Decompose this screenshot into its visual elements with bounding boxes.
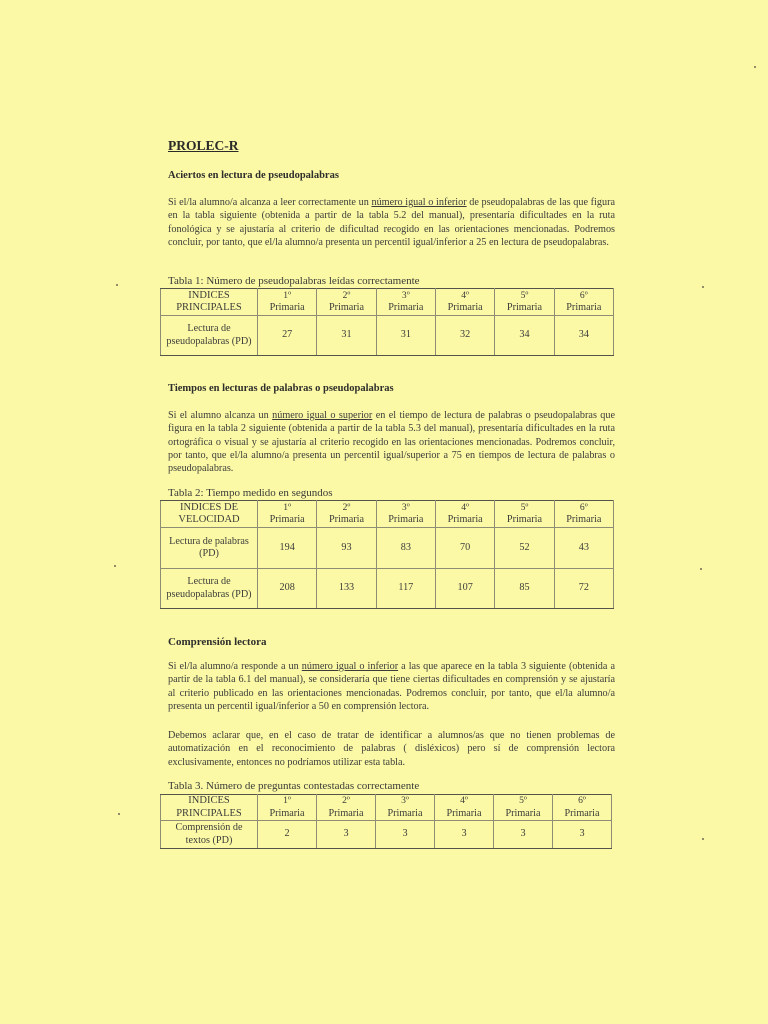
scan-speck xyxy=(116,284,118,286)
paragraph-text: de pseudopalabras de las que figura en la tabla siguiente (obtenida a partir de la tabla 5.2 del manual), presentaría dificultades en la ruta fonológica y se ajustaría al criterio de dificultad recogido en las orientaciones mencionadas. Podremos concluir, por tanto, que el/la alumno/a presenta un percentil igual/inferior a 25 en lectura de pseudopalabras. xyxy=(168,197,615,248)
table-cell: 194 xyxy=(258,528,317,569)
table-header-row xyxy=(161,501,614,528)
paragraph-underlined: número igual o inferior xyxy=(371,197,467,208)
header-grade-3: 3º Primaria xyxy=(376,501,435,528)
paragraph-pseudowords xyxy=(168,196,615,249)
paragraph-reading-times xyxy=(168,409,615,475)
header-grade-4: 4º Primaria xyxy=(435,501,494,528)
section-heading-reading-times: Tiempos en lecturas de palabras o pseudopalabras xyxy=(168,383,394,394)
document-title: PROLEC-R xyxy=(168,138,239,153)
table-cell: 3 xyxy=(376,821,435,849)
scan-speck xyxy=(114,565,116,567)
table-cell: 107 xyxy=(435,569,494,609)
table-cell: 85 xyxy=(495,569,554,609)
table-header-row xyxy=(161,289,614,316)
table-header-row xyxy=(161,795,612,821)
paragraph-text: Si el alumno alcanza un xyxy=(168,410,273,421)
table-cell: 52 xyxy=(495,528,554,569)
row-label: Lectura de pseudopalabras (PD) xyxy=(161,316,258,356)
table-cell: 133 xyxy=(317,569,376,609)
paragraph-text: Si el/la alumno/a alcanza a leer correctamente un xyxy=(168,197,372,208)
scan-speck xyxy=(700,568,702,570)
header-label: INDICES DE VELOCIDAD xyxy=(161,501,258,528)
table2-caption: Tabla 2: Tiempo medido en segundos xyxy=(168,487,333,499)
header-label: INDICES PRINCIPALES xyxy=(161,795,258,821)
table-cell: 31 xyxy=(376,316,435,356)
header-grade-2: 2º Primaria xyxy=(317,501,376,528)
scan-speck xyxy=(118,813,120,815)
table-cell: 3 xyxy=(494,821,553,849)
section-heading-comprehension: Comprensión lectora xyxy=(168,636,267,648)
table-cell: 32 xyxy=(435,316,494,356)
scan-speck xyxy=(702,838,704,840)
paragraph-underlined: número igual o superior xyxy=(272,410,373,421)
table-cell: 93 xyxy=(317,528,376,569)
table-row xyxy=(161,821,612,849)
paragraph-comprehension-note: Debemos aclarar que, en el caso de tratar de identificar a alumnos/as que no tienen problemas de automatización en el reconocimiento de palabras ( disléxicos) pero sí de comprensión lectora exclusivamente, entonces no podríamos utilizar esta tabla. xyxy=(168,730,615,768)
header-label: INDICES PRINCIPALES xyxy=(161,289,258,316)
table-cell: 34 xyxy=(554,316,613,356)
table-row xyxy=(161,316,614,356)
header-grade-4: 4º Primaria xyxy=(435,795,494,821)
scan-speck xyxy=(754,66,756,68)
header-grade-3: 3º Primaria xyxy=(376,795,435,821)
header-grade-5: 5º Primaria xyxy=(495,501,554,528)
table-cell: 3 xyxy=(553,821,612,849)
table3-caption: Tabla 3. Número de preguntas contestadas correctamente xyxy=(168,780,420,792)
header-grade-2: 2º Primaria xyxy=(317,795,376,821)
table-cell: 34 xyxy=(495,316,554,356)
table-cell: 3 xyxy=(317,821,376,849)
table-reading-times xyxy=(160,500,614,609)
table-cell: 72 xyxy=(554,569,613,609)
table-comprehension xyxy=(160,794,612,849)
row-label: Lectura de pseudopalabras (PD) xyxy=(161,569,258,609)
table-cell: 83 xyxy=(376,528,435,569)
table1-caption: Tabla 1: Número de pseudopalabras leídas correctamente xyxy=(168,275,420,287)
row-label: Comprensión de textos (PD) xyxy=(161,821,258,849)
table-cell: 27 xyxy=(258,316,317,356)
table-cell: 70 xyxy=(435,528,494,569)
table-cell: 2 xyxy=(258,821,317,849)
table-cell: 117 xyxy=(376,569,435,609)
header-grade-5: 5º Primaria xyxy=(495,289,554,316)
scan-speck xyxy=(702,286,704,288)
header-grade-4: 4º Primaria xyxy=(435,289,494,316)
row-label: Lectura de palabras (PD) xyxy=(161,528,258,569)
table-cell: 3 xyxy=(435,821,494,849)
table-cell: 208 xyxy=(258,569,317,609)
header-grade-2: 2º Primaria xyxy=(317,289,376,316)
table-row xyxy=(161,528,614,569)
header-grade-5: 5º Primaria xyxy=(494,795,553,821)
header-grade-6: 6º Primaria xyxy=(553,795,612,821)
header-grade-1: 1º Primaria xyxy=(258,289,317,316)
header-grade-6: 6º Primaria xyxy=(554,501,613,528)
section-heading-pseudowords: Aciertos en lectura de pseudopalabras xyxy=(168,170,339,181)
table-row xyxy=(161,569,614,609)
header-grade-6: 6º Primaria xyxy=(554,289,613,316)
table-cell: 31 xyxy=(317,316,376,356)
paragraph-text: Si el/la alumno/a responde a un xyxy=(168,661,302,672)
header-grade-3: 3º Primaria xyxy=(376,289,435,316)
paragraph-text: a las que aparece en la tabla 3 siguiente (obtenida a partir de la tabla 6.1 del manual), se consideraría que tiene ciertas dificultades en comprensión y se ajustaría al criterio publicado en las orientaciones mencionadas. Podremos concluir, por tanto, que el/la alumno/a presenta un percentil igual/inferior a 50 en comprensión lectora. xyxy=(168,661,615,712)
table-cell: 43 xyxy=(554,528,613,569)
paragraph-comprehension xyxy=(168,660,615,713)
header-grade-1: 1º Primaria xyxy=(258,501,317,528)
table-pseudowords-hits xyxy=(160,288,614,356)
paragraph-text: en el tiempo de lectura de palabras o pseudopalabras que figura en la tabla 2 siguiente (obtenida a partir de la tabla 5.3 del manual), presentaría dificultades en la ruta ortográfica o visual y se ajustaría al criterio recogido en las orientaciones mencionadas. Podremos concluir, por tanto, que el/la alumno/a presenta un percentil igual/superior a 75 en tiempos de lectura de palabras o pseudopalabras. xyxy=(168,410,616,475)
header-grade-1: 1º Primaria xyxy=(258,795,317,821)
paragraph-underlined: número igual o inferior xyxy=(301,661,399,672)
